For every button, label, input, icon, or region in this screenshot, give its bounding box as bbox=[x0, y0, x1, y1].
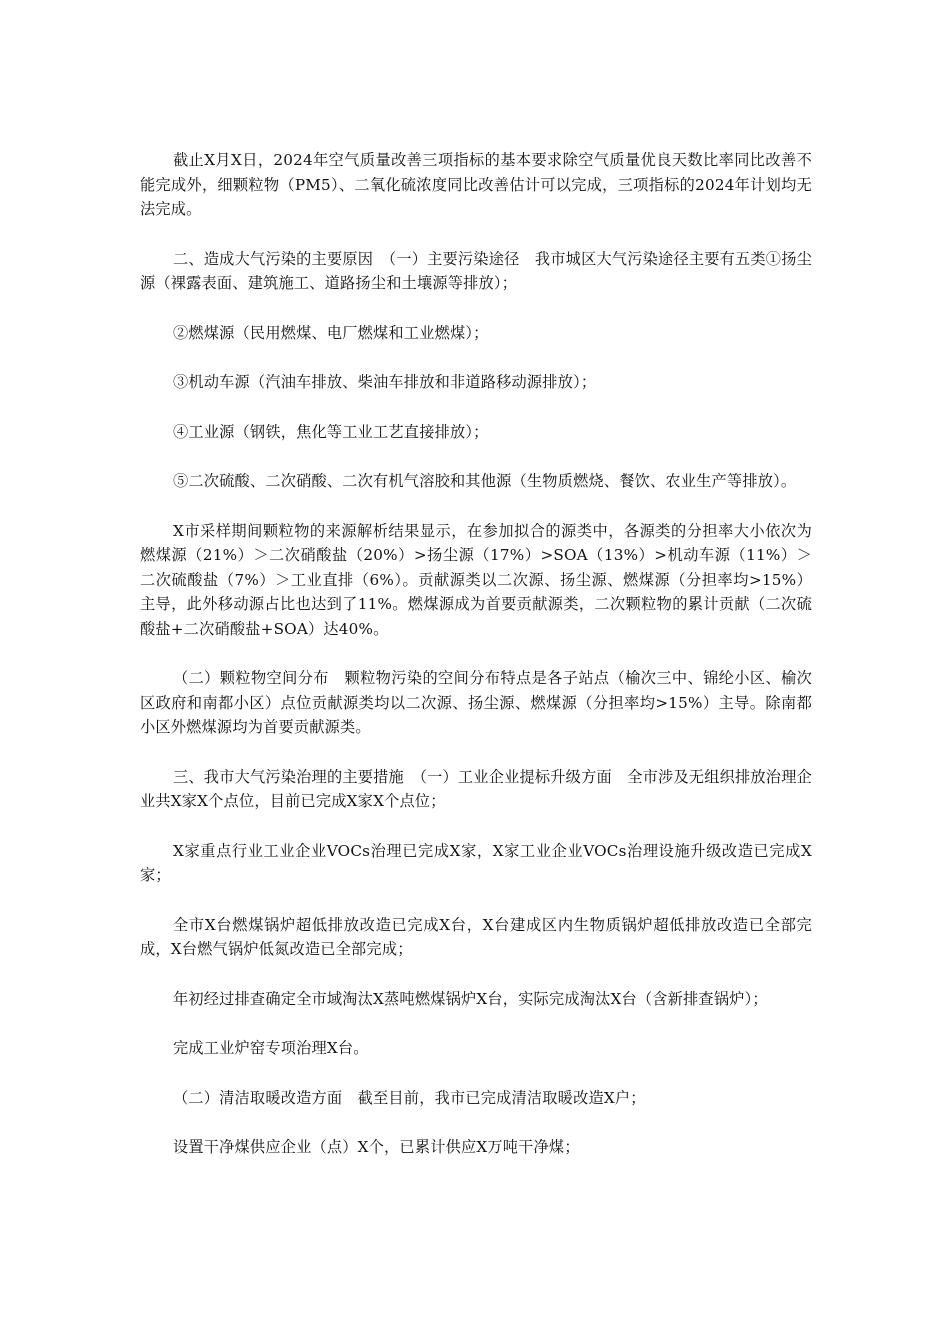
paragraph-3: ②燃煤源（民用燃煤、电厂燃煤和工业燃煤）； bbox=[173, 323, 489, 342]
paragraph-8: （二）颗粒物空间分布 颗粒物污染的空间分布特点是各子站点（榆次三中、锦纶小区、榆次区政府和南都小区）点位贡献源类均以二次源、扬尘源、燃煤源（分担率均>15%）主导。除南都小区外燃煤源均为首要贡献源类。 bbox=[140, 669, 812, 736]
paragraph-1: 截止X月X日，2024年空气质量改善三项指标的基本要求除空气质量优良天数比率同比改善不能完成外，细颗粒物（PM5）、二氧化硫浓度同比改善估计可以完成，三项指标的2024年计划均无法完成。 bbox=[140, 151, 812, 218]
document-body bbox=[140, 148, 812, 1185]
paragraph-13: 完成工业炉窑专项治理X台。 bbox=[173, 1039, 369, 1057]
paragraph-11: 全市X台燃煤锅炉超低排放改造已完成X台，X台建成区内生物质锅炉超低排放改造已全部完成，X台燃气锅炉低氮改造已全部完成； bbox=[140, 915, 812, 958]
paragraph-15: 设置干净煤供应企业（点）X个，已累计供应X万吨干净煤； bbox=[173, 1138, 580, 1156]
paragraph-10: X家重点行业工业企业VOCs治理已完成X家，X家工业企业VOCs治理设施升级改造已完成X家； bbox=[140, 841, 812, 884]
paragraph-6: ⑤二次硫酸、二次硝酸、二次有机气溶胶和其他源（生物质燃烧、餐饮、农业生产等排放）。 bbox=[173, 472, 797, 490]
paragraph-5: ④工业源（钢铁，焦化等工业工艺直接排放）； bbox=[173, 422, 489, 441]
paragraph-4: ③机动车源（汽油车排放、柴油车排放和非道路移动源排放）； bbox=[173, 373, 597, 391]
paragraph-9: 三、我市大气污染治理的主要措施 （一）工业企业提标升级方面 全市涉及无组织排放治理企业共X家X个点位，目前已完成X家X个点位； bbox=[140, 767, 812, 810]
paragraph-14: （二）清洁取暖改造方面 截至目前，我市已完成清洁取暖改造X户； bbox=[173, 1088, 646, 1107]
paragraph-12: 年初经过排查确定全市域淘汰X蒸吨燃煤锅炉X台，实际完成淘汰X台（含新排查锅炉）； bbox=[173, 989, 768, 1008]
paragraph-2: 二、造成大气污染的主要原因 （一）主要污染途径 我市城区大气污染途径主要有五类①扬尘源（裸露表面、建筑施工、道路扬尘和土壤源等排放）； bbox=[140, 249, 812, 292]
paragraph-7: X市采样期间颗粒物的来源解析结果显示，在参加拟合的源类中，各源类的分担率大小依次为燃煤源（21%）＞二次硝酸盐（20%）>扬尘源（17%）>SOA（13%）>机动车源（11%）＞二次硫酸盐（7%）＞工业直排（6%）。贡献源类以二次源、扬尘源、燃煤源（分担率均>15%）主导，此外移动源占比也达到了11%。燃煤源成为首要贡献源类，二次颗粒物的累计贡献（二次硫酸盐+二次硝酸盐+SOA）达40%。 bbox=[140, 521, 812, 638]
